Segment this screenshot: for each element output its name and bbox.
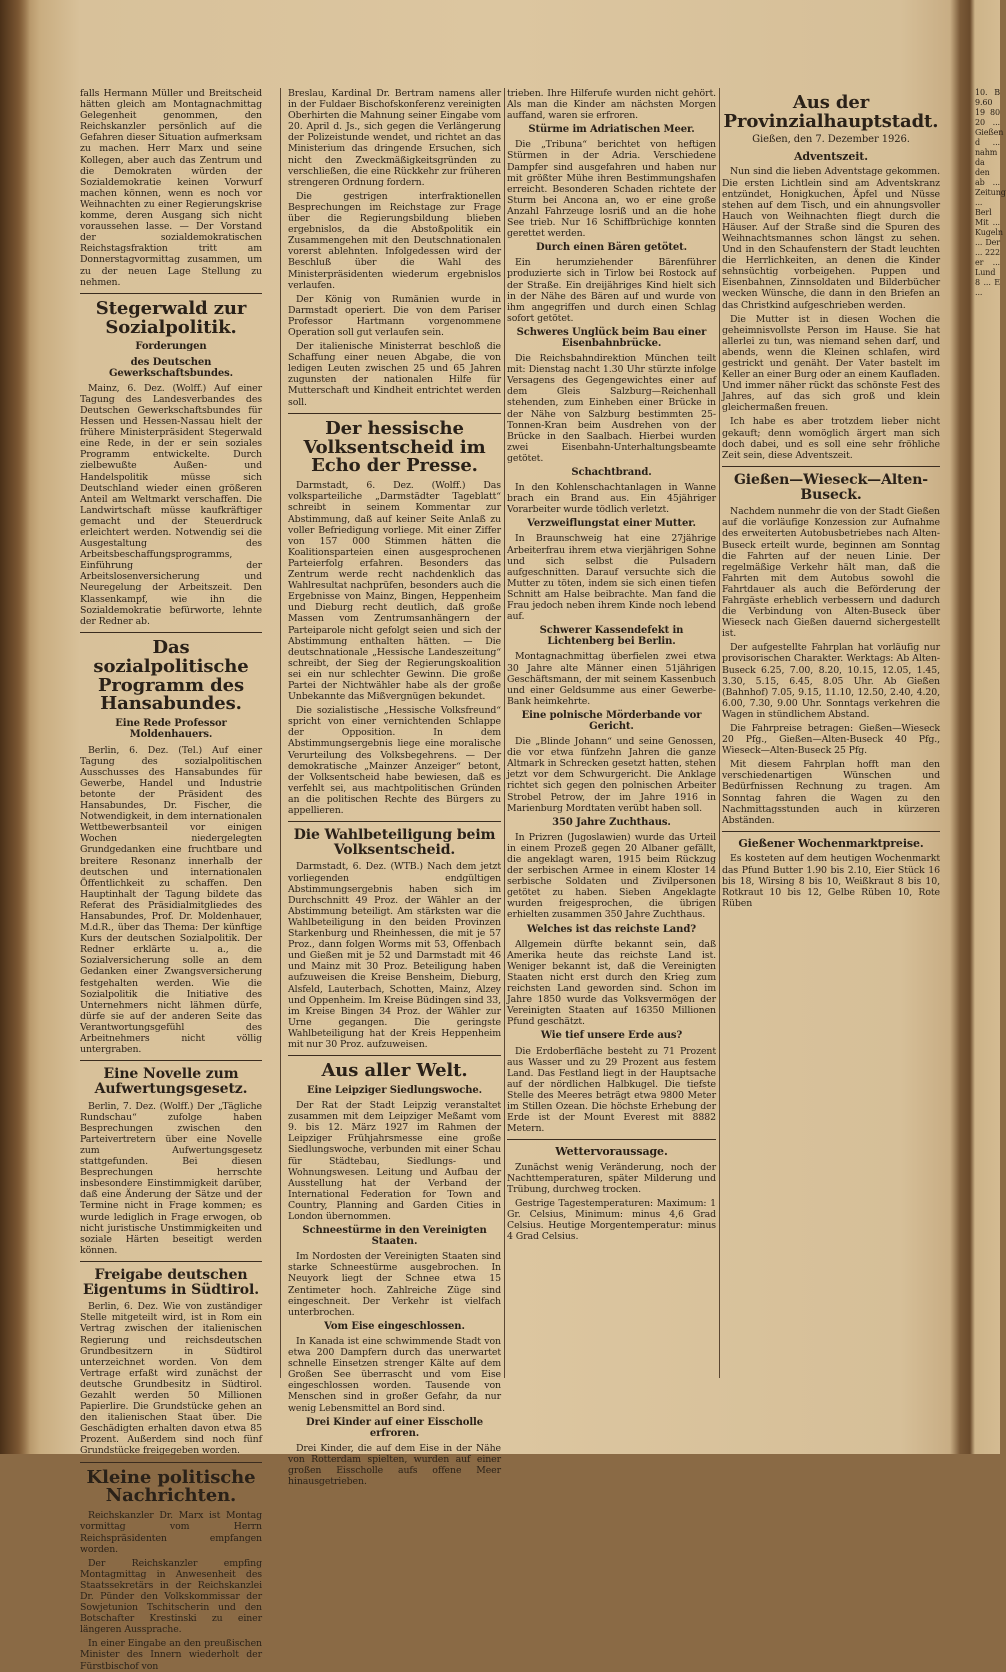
article-paragraph: Der Rat der Stadt Leipzig veranstaltet zusammen mit dem Leipziger Meßamt vom 9. bis 12. März 1927 im Rahmen der Leipziger Frühjahrsmesse eine große Siedlungswoche, verbunden mit einer Schau für Städtebau, Siedlungs- und Wohnungswesen. Leitung und Aufbau der Ausstellung hat der Verband der International Federation for Town and Country, Planning and Garden Cities in London übernommen. — [288, 1100, 501, 1222]
article-paragraph: Die Mutter ist in diesen Wochen die geheimnisvollste Person im Hause. Sie hat allerlei zu tun, was niemand sehen darf, und abends, wenn die Kleinen schlafen, wird gestrickt und genäht. Der Vater bastelt im Keller an einer Burg oder an einem Kaufladen. Und immer näher rückt das schönste Fest des Jahres, auf das sich groß und klein gleichermaßen freuen. — [722, 313, 940, 414]
article-paragraph: In Prizren (Jugoslawien) wurde das Urteil in einem Prozeß gegen 20 Albaner gefällt, die angeklagt waren, 1915 beim Rückzug der serbischen Armee in einem Kloster 14 serbische Soldaten und Zivilpersonen getötet zu haben. Sieben Angeklagte wurden freigesprochen, die übrigen erhielten zusammen 350 Jahre Zuchthaus. — [507, 831, 716, 921]
article-paragraph: Der italienische Ministerrat beschloß die Schaffung einer neuen Abgabe, die von ledigen Leuten zwischen 25 und 65 Jahren zugunsten der nationalen Hilfe für Mutterschaft und Kindheit entrichtet werden soll. — [288, 341, 501, 408]
article-paragraph: Gestrige Tagestemperaturen: Maximum: 1 Gr. Celsius, Minimum: minus 4,6 Grad Celsius. Heutige Morgentemperatur: minus 4 Grad Celsius. — [507, 1198, 716, 1243]
divider — [507, 1139, 716, 1140]
divider — [80, 1261, 262, 1262]
subhead-gewerkschaftsbund: des Deutschen Gewerkschaftsbundes. — [108, 356, 234, 379]
headline-wahlbeteiligung: Die Wahlbeteiligung beim Volksentscheid. — [293, 827, 496, 858]
subhead-forderungen: Forderungen — [135, 341, 207, 353]
article-paragraph: Mainz, 6. Dez. (Wolff.) Auf einer Tagung des Landesverbandes des Deutschen Gewerkschaftsbundes für Hessen und Hessen-Nassau hielt der frühere Ministerpräsident Stegerwald eine Rede, in der er sein soziales Programm entwickelte. Durch zielbewußte Außen- und Handelspolitik müsse sich Deutschland wieder einen größeren Anteil am Weltmarkt verschaffen. Die Landwirtschaft müsse kaufkräftiger gemacht und der Steuerdruck erleichtert werden. Notwendig sei die Ausgestaltung des Arbeitsbeschaffungsprogramms, Einführung der Arbeitslosenversicherung und Neuregelung der Arbeitszeit. Den Klassenkampf, wie ihn die Sozialdemokratie befürworte, lehnte der Redner ab. — [80, 382, 262, 627]
article-paragraph: Die Erdoberfläche besteht zu 71 Prozent aus Wasser und zu 29 Prozent aus festem Land. Das Festland liegt in der Hauptsache auf der nördlichen Halbkugel. Die tiefste Stelle des Meeres beträgt etwa 9800 Meter im Stillen Ozean. Die höchste Erhebung der Erde ist der Mount Everest mit 8882 Metern. — [507, 1045, 716, 1135]
article-paragraph: Die „Tribuna“ berichtet von heftigen Stürmen in der Adria. Verschiedene Dampfer sind ausgefahren und haben nur mit größter Mühe ihren Bestimmungshafen erreicht. Besonderen Schaden richtete der Sturm bei Ancona an, wo er eine große Anzahl Fahrzeuge losriß und an die hohe See trieb. Nur 16 Schiffbrüchige konnten gerettet werden. — [507, 139, 716, 240]
article-paragraph: Zunächst wenig Veränderung, noch der Nachttemperaturen, später Milderung und Trübung, durchweg trocken. — [507, 1161, 716, 1195]
column-4 — [722, 88, 940, 1388]
subhead-eisenbahnbruecke: Schweres Unglück beim Bau einer Eisenbahnbrücke. — [516, 326, 707, 349]
article-paragraph: Die Reichsbahndirektion München teilt mit: Dienstag nacht 1.30 Uhr stürzte infolge Versagens des Gegengewichtes einer auf dem Gleis Salzburg—Reichenhall stehenden, zum Einheben einer Brücke in der Nähe von Salzburg bestimmten 25-Tonnen-Kran beim Ausdrehen von der Brücke in den Saalbach. Hierbei wurden zwei Eisenbahn-Unterhaltungsbeamte getötet. — [507, 353, 716, 464]
subhead-stuerme-adria: Stürme im Adriatischen Meer. — [528, 124, 695, 136]
subhead-erde: Wie tief unsere Erde aus? — [540, 1030, 683, 1042]
article-paragraph: Die „Blinde Johann“ und seine Genossen, die vor etwa fünfzehn Jahren die ganze Altmark in Schrecken gesetzt hatten, stehen jetzt vor dem Schwurgericht. Die Anklage richtet sich gegen den polnischen Arbeiter Strobel Petrow, der im Jahre 1916 in Marienburg Mordtaten verübt haben soll. — [507, 736, 716, 814]
article-paragraph: Die gestrigen interfraktionellen Besprechungen im Reichstage zur Frage über die Regierungsbildung blieben ergebnislos, da die Abstoßpolitik ein Zusammengehen mit den Deutschnationalen vorerst ablehnten. Infolgedessen wird der Beschluß über die Wahl des Ministerpräsidenten wiederum ergebnislos verlaufen. — [288, 190, 501, 291]
article-paragraph: trieben. Ihre Hilferufe wurden nicht gehört. Als man die Kinder am nächsten Morgen auffand, waren sie erfroren. — [507, 88, 716, 122]
column-1 — [80, 88, 262, 1672]
divider — [80, 632, 262, 633]
article-paragraph: Allgemein dürfte bekannt sein, daß Amerika heute das reichste Land ist. Weniger bekannt ist, daß die Vereinigten Staaten nicht erst durch den Krieg zum reichsten Land geworden sind. Schon im Jahre 1850 wurde das Volksvermögen der Vereinigten Staaten auf 16350 Millionen Pfund geschätzt. — [507, 938, 716, 1028]
divider — [80, 1060, 262, 1061]
subhead-baer: Durch einen Bären getötet. — [535, 242, 688, 254]
article-paragraph: Ich habe es aber trotzdem lieber nicht gekauft; denn womöglich ärgert man sich doch dabei, und es soll eine sehr fröhliche Zeit sein, diese Adventszeit. — [722, 416, 940, 461]
article-paragraph: Nun sind die lieben Adventstage gekommen. Die ersten Lichtlein sind am Adventskranz entzündet, Honigkuchen, Äpfel und Nüsse stehen auf dem Tisch, und ein ahnungsvoller Hauch von Weihnachten fliegt durch die Häuser. Auf der Straße sind die Spuren des Weihnachtsmannes schon längst zu sehen. Und in den Schaufenstern der Stadt leuchten die Herrlichkeiten, an denen die Kinder sehnsüchtig vorbeigehen. Puppen und Eisenbahnen, Zinnsoldaten und Bilderbücher wecken Wünsche, die dann in den Briefen an das Christkind aufgeschrieben werden. — [722, 166, 940, 311]
article-paragraph: Darmstadt, 6. Dez. (WTB.) Nach dem jetzt vorliegenden endgültigen Abstimmungsergebnis haben sich im Durchschnitt 49 Proz. der Wähler an der Abstimmung beteiligt. Am stärksten war die Wahlbeteiligung in den beiden Provinzen Starkenburg und Rheinhessen, die mit je 57 Proz., dann folgen Worms mit 53, Offenbach und Gießen mit je 52 und Darmstadt mit 46 und Mainz mit 30 Proz. Beteiligung haben aufzuweisen die Kreise Bensheim, Dieburg, Alsfeld, Lauterbach, Schotten, Mainz, Alzey und Oppenheim. Im Kreise Büdingen sind 33, im Kreise Bingen 34 Proz. der Wähler zur Urne gegangen. Die geringste Wahlbeteiligung hat der Kreis Heppenheim mit nur 30 Proz. aufzuweisen. — [288, 861, 501, 1050]
headline-suedtirol: Freigabe deutschen Eigentums in Südtirol. — [82, 1266, 260, 1298]
adjacent-page-fragment — [975, 88, 1006, 1388]
article-paragraph: In einer Eingabe an den preußischen Minister des Innern wiederholt der Fürstbischof von — [80, 1638, 262, 1672]
divider — [80, 293, 262, 294]
headline-volksentscheid: Der hessische Volksentscheid im Echo der Presse. — [303, 417, 486, 477]
headline-hansabund: Das sozialpolitische Programm des Hansabundes. — [93, 636, 249, 715]
article-paragraph: Die sozialistische „Hessische Volksfreund“ spricht von einer vernichtenden Schlappe der Opposition. In dem Abstimmungsergebnis liege eine moralische Verurteilung des Volksbegehrens. — Der demokratische „Mainzer Anzeiger“ betont, der Volksentscheid habe bewiesen, daß es verfehlt sei, aus machtpolitischen Gründen an die politischen Rechte des Bürgers zu appellieren. — [288, 705, 501, 817]
headline-adventszeit: Adventszeit. — [793, 149, 869, 163]
dateline: Gießen, den 7. Dezember 1926. — [752, 133, 910, 145]
subhead-lichtenberg: Schwerer Kassendefekt in Lichtenberg bei Berlin. — [539, 625, 684, 648]
article-paragraph: Es kosteten auf dem heutigen Wochenmarkt das Pfund Butter 1.90 bis 2.10, Eier Stück 16 bis 18, Wirsing 8 bis 10, Weißkraut 8 bis 10, Rotkraut 10 bis 12, Gelbe Rüben 10, Rote Rüben — [722, 853, 940, 909]
article-paragraph: Der Reichskanzler empfing Montagmittag in Anwesenheit des Staatssekretärs in der Reichskanzlei Dr. Pünder den Volkskommissar der Sowjetunion Tschitscherin und den Botschafter Krestinski zu einer längeren Aussprache. — [80, 1557, 262, 1636]
article-paragraph: Montagnachmittag überfielen zwei etwa 30 Jahre alte Männer einen 51jährigen Geschäftsmann, der mit seinem Kassenbuch und einer Geldsumme aus einer Gewerbe-Bank heimkehrte. — [507, 651, 716, 707]
article-paragraph: Breslau, Kardinal Dr. Bertram namens aller in der Fuldaer Bischofskonferenz vereinigten Oberhirten die Mahnung seiner Eingabe vom 20. April d. Js., sich gegen die Verlängerung der Polizeistunde wendet, und richtet an das Ministerium das dringende Ersuchen, sich nicht den Zweckmäßigkeitsgründen zu verschließen, die eine Rückkehr zur früheren strengeren Ordnung fordern. — [288, 88, 501, 188]
article-paragraph: Berlin, 6. Dez. Wie von zuständiger Stelle mitgeteilt wird, ist in Rom ein Vertrag zwischen der italienischen Regierung und reichsdeutschen Grundbesitzern in Südtirol unterzeichnet worden. Von dem Vertrage erfaßt wird zunächst der deutsche Grundbesitz in Südtirol. Gezahlt werden 50 Millionen Papierlire. Die Grundstücke gehen an den italienischen Staat über. Die Geschädigten erhalten davon etwa 85 Prozent. Außerdem sind noch fünf Grundstücke freigegeben worden. — [80, 1301, 262, 1457]
subhead-schneestuerme: Schneestürme in den Vereinigten Staaten. — [302, 1225, 487, 1248]
divider — [80, 1462, 262, 1463]
article-paragraph: In Kanada ist eine schwimmende Stadt von etwa 200 Dampfern durch das unerwartet schnelle Einsetzen strenger Kälte auf dem Großen See überrascht und vom Eise eingeschlossen worden. Tausende von Menschen sind in großer Gefahr, da nur wenig Lebensmittel an Bord sind. — [288, 1335, 501, 1414]
subhead-verzweiflungstat: Verzweiflungstat einer Mutter. — [527, 518, 696, 530]
article-paragraph: Reichskanzler Dr. Marx ist Montag vormittag vom Herrn Reichspräsidenten empfangen worden. — [80, 1510, 262, 1555]
divider — [722, 831, 940, 832]
subhead-zuchthaus: 350 Jahre Zuchthaus. — [552, 816, 671, 828]
headline-novelle: Eine Novelle zum Aufwertungsgesetz. — [94, 1066, 248, 1097]
column-3 — [507, 88, 716, 1388]
column-2 — [288, 88, 501, 1488]
headline-aus-aller-welt: Aus aller Welt. — [321, 1060, 468, 1082]
headline-provinzialhauptstadt: Aus der Provinzialhauptstadt. — [723, 92, 939, 132]
article-paragraph: Drei Kinder, die auf dem Eise in der Nähe von Rotterdam spielten, wurden auf einer großen Eisscholle aufs offene Meer hinausgetrieben. — [288, 1442, 501, 1488]
subhead-vom-eise: Vom Eise eingeschlossen. — [324, 1320, 465, 1332]
subhead-moldenhauer: Eine Rede Professor Moldenhauers. — [115, 718, 227, 741]
article-paragraph: Mit diesem Fahrplan hofft man den verschiedenartigen Wünschen und Bedürfnissen Rechnung zu tragen. Am Sonntag fahren die Wagen zu den Nachmittagsstunden auch in kürzeren Abständen. — [722, 759, 940, 826]
article-paragraph: Der König von Rumänien wurde in Darmstadt operiert. Die von dem Pariser Professor Hartmann vorgenommene Operation soll gut verlaufen sein. — [288, 293, 501, 338]
divider — [722, 466, 940, 467]
subhead-reichstes-land: Welches ist das reichste Land? — [526, 923, 697, 935]
subhead-schachtbrand: Schachtbrand. — [571, 467, 652, 478]
headline-wetter: Wettervoraussage. — [555, 1145, 668, 1159]
column-rule — [504, 88, 505, 1378]
divider — [288, 1055, 501, 1056]
article-paragraph: Der aufgestellte Fahrplan hat vorläufig nur provisorischen Charakter. Werktags: Ab Alten-Buseck 6.25, 7.00, 8.20, 10.15, 12.05, 1.45, 3.30, 5.15, 6.45, 8.05 Uhr. Ab Gießen (Bahnhof) 7.05, 9.15, 11.10, 12.50, 2.40, 4.20, 6.00, 7.30, 9.00 Uhr. Sonntags verkehren die Wagen in stündlichem Abstand. — [722, 642, 940, 720]
article-paragraph: Berlin, 6. Dez. (Tel.) Auf einer Tagung des sozialpolitischen Ausschusses des Hansabundes für Gewerbe, Handel und Industrie betonte der Präsident des Hansabundes, Dr. Fischer, die Notwendigkeit, in dem internationalen Wettbewerbsanteil vor einigen Wochen niedergelegten Grundgedanken eine fruchtbare und breitere Resonanz innerhalb der deutschen und internationalen Öffentlichkeit zu schaffen. Den Hauptinhalt der Tagung bildete das Referat des Präsidialmitgliedes des Hansabundes, Prof. Dr. Moldenhauer, M.d.R., über das Thema: Der künftige Kurs der deutschen Sozialpolitik. Der Redner erklärte u. a., die Sozialversicherung solle an dem Gedanken einer Zwangsversicherung festgehalten werden. Wie die Sozialpolitik die Initiative des Unternehmers nicht lähmen dürfe, dürfe sie auf der anderen Seite das Verantwortungsgefühl des Arbeitnehmers nicht völlig untergraben. — [80, 744, 262, 1056]
headline-kleine-nachrichten: Kleine politische Nachrichten. — [86, 1466, 256, 1507]
headline-autobus: Gießen—Wieseck—Alten-Buseck. — [733, 471, 929, 503]
headline-wochenmarkt: Gießener Wochenmarktpreise. — [738, 836, 924, 850]
column-rule — [719, 88, 720, 1378]
subhead-moerderbande: Eine polnische Mörderbande vor Gericht. — [521, 709, 702, 732]
article-paragraph: Im Nordosten der Vereinigten Staaten sind starke Schneestürme ausgebrochen. In Neuyork liegt der Schnee etwa 15 Zentimeter hoch. Zahlreiche Züge sind eingeschneit. Der Verkehr ist vielfach unterbrochen. — [288, 1251, 501, 1318]
article-paragraph: Nachdem nunmehr die von der Stadt Gießen auf die vorläufige Konzession zur Aufnahme des erweiterten Autobusbetriebes nach Alten-Buseck erteilt wurde, beginnen am Sonntag die Fahrten auf der neuen Linie. Der regelmäßige Verkehr hält man, daß die Fahrten mit dem Autobus sowohl die Fahrtdauer als auch die Beförderung der Fahrgäste erheblich verbessern und dadurch die Verbindung von Alten-Buseck über Wieseck nach Gießen dauernd sichergestellt ist. — [722, 506, 940, 640]
headline-stegerwald: Stegerwald zur Sozialpolitik. — [95, 297, 247, 338]
article-paragraph: Berlin, 7. Dez. (Wolff.) Der „Tägliche Rundschau“ zufolge haben Besprechungen zwischen den Parteivertretern über eine Novelle zum Aufwertungsgesetz stattgefunden. Bei diesen Besprechungen herrschte insbesondere Einstimmigkeit darüber, daß eine Änderung der Sätze und der Termine nicht in Frage kommen; es wurde lediglich in Frage erwogen, ob nicht juristische Unstimmigkeiten und soziale Härten beseitigt werden können. — [80, 1100, 262, 1256]
fragment-text: 10. B 9.60 19 80 20 ... Gießen d ... nahm da den ab ... Zeitung ... Berl Mit ... Kugeln ... Der ... 222 er ... Lund 8 ... E ... — [975, 88, 1006, 297]
article-paragraph: In den Kohlenschachtanlagen in Wanne brach ein Brand aus. Ein 45jähriger Vorarbeiter wurde tödlich verletzt. — [507, 482, 716, 516]
article-paragraph: Die Fahrpreise betragen: Gießen—Wieseck 20 Pfg., Gießen—Alten-Buseck 40 Pfg., Wieseck—Alten-Buseck 25 Pfg. — [722, 723, 940, 757]
article-paragraph: Darmstadt, 6. Dez. (Wolff.) Das volksparteiliche „Darmstädter Tageblatt“ schreibt in seinem Kommentar zur Abstimmung, daß auf keiner Seite Anlaß zu voller Befriedigung vorliege. Mit einer Ziffer von 157 000 Stimmen hätten die Koalitionsparteien einen ausgesprochenen Parteierfolg erfahren. Besonders das Zentrum werde recht nachdenklich das Wahlresultat nachprüfen, besonders auch die Ergebnisse von Mainz, Bingen, Heppenheim und Dieburg recht deutlich, daß große Massen vom Zentrumsanhängern der Parteiparole nicht gefolgt seien und sich der Abstimmung enthalten hätten. — Die deutschnationale „Hessische Landeszeitung“ schreibt, der Sieg der Regierungskoalition sei ein nur schlechter Gewinn. Die große Partei der Nichtwähler habe als der große Unbekannte das Mißvergnügen bekundet. — [288, 480, 501, 703]
column-rule — [280, 88, 281, 1378]
col1-intro: falls Hermann Müller und Breitscheid hätten gleich am Montagnachmittag Gelegenheit genommen, den Reichskanzler persönlich auf die Gefahren dieser Situation aufmerksam zu machen. Herr Marx und seine Kollegen, aber auch das Zentrum und die Demokraten würden der Sozialdemokratie keinen Vorwurf machen können, wenn es noch vor Weihnachten zu einer Regierungskrise komme, deren Ausgang sich nicht voraussehen lasse. — Der Vorstand der sozialdemokratischen Reichstagsfraktion tritt am Donnerstagvormittag zusammen, um zu der neuen Lage Stellung zu nehmen. — [80, 88, 262, 288]
divider — [288, 413, 501, 414]
article-paragraph: In Braunschweig hat eine 27jährige Arbeiterfrau ihrem etwa vierjährigen Sohne und sich selbst die Pulsadern aufgeschnitten. Darauf versuchte sich die Mutter zu töten, indem sie sich einen tiefen Schnitt am Halse beibrachte. Man fand die Frau jedoch neben ihrem Kinde noch lebend auf. — [507, 533, 716, 623]
binding-spine — [0, 0, 30, 1454]
article-paragraph: Ein herumziehender Bärenführer produzierte sich in Tirlow bei Rostock auf der Straße. Ein dreijähriges Kind hielt sich in der Nähe des Bären auf und wurde von ihm angegriffen und durch einen Schlag sofort getötet. — [507, 257, 716, 324]
divider — [288, 821, 501, 822]
subhead-siedlungswoche: Eine Leipziger Siedlungswoche. — [306, 1084, 483, 1096]
subhead-drei-kinder: Drei Kinder auf einer Eisscholle erfroren. — [306, 1416, 483, 1439]
